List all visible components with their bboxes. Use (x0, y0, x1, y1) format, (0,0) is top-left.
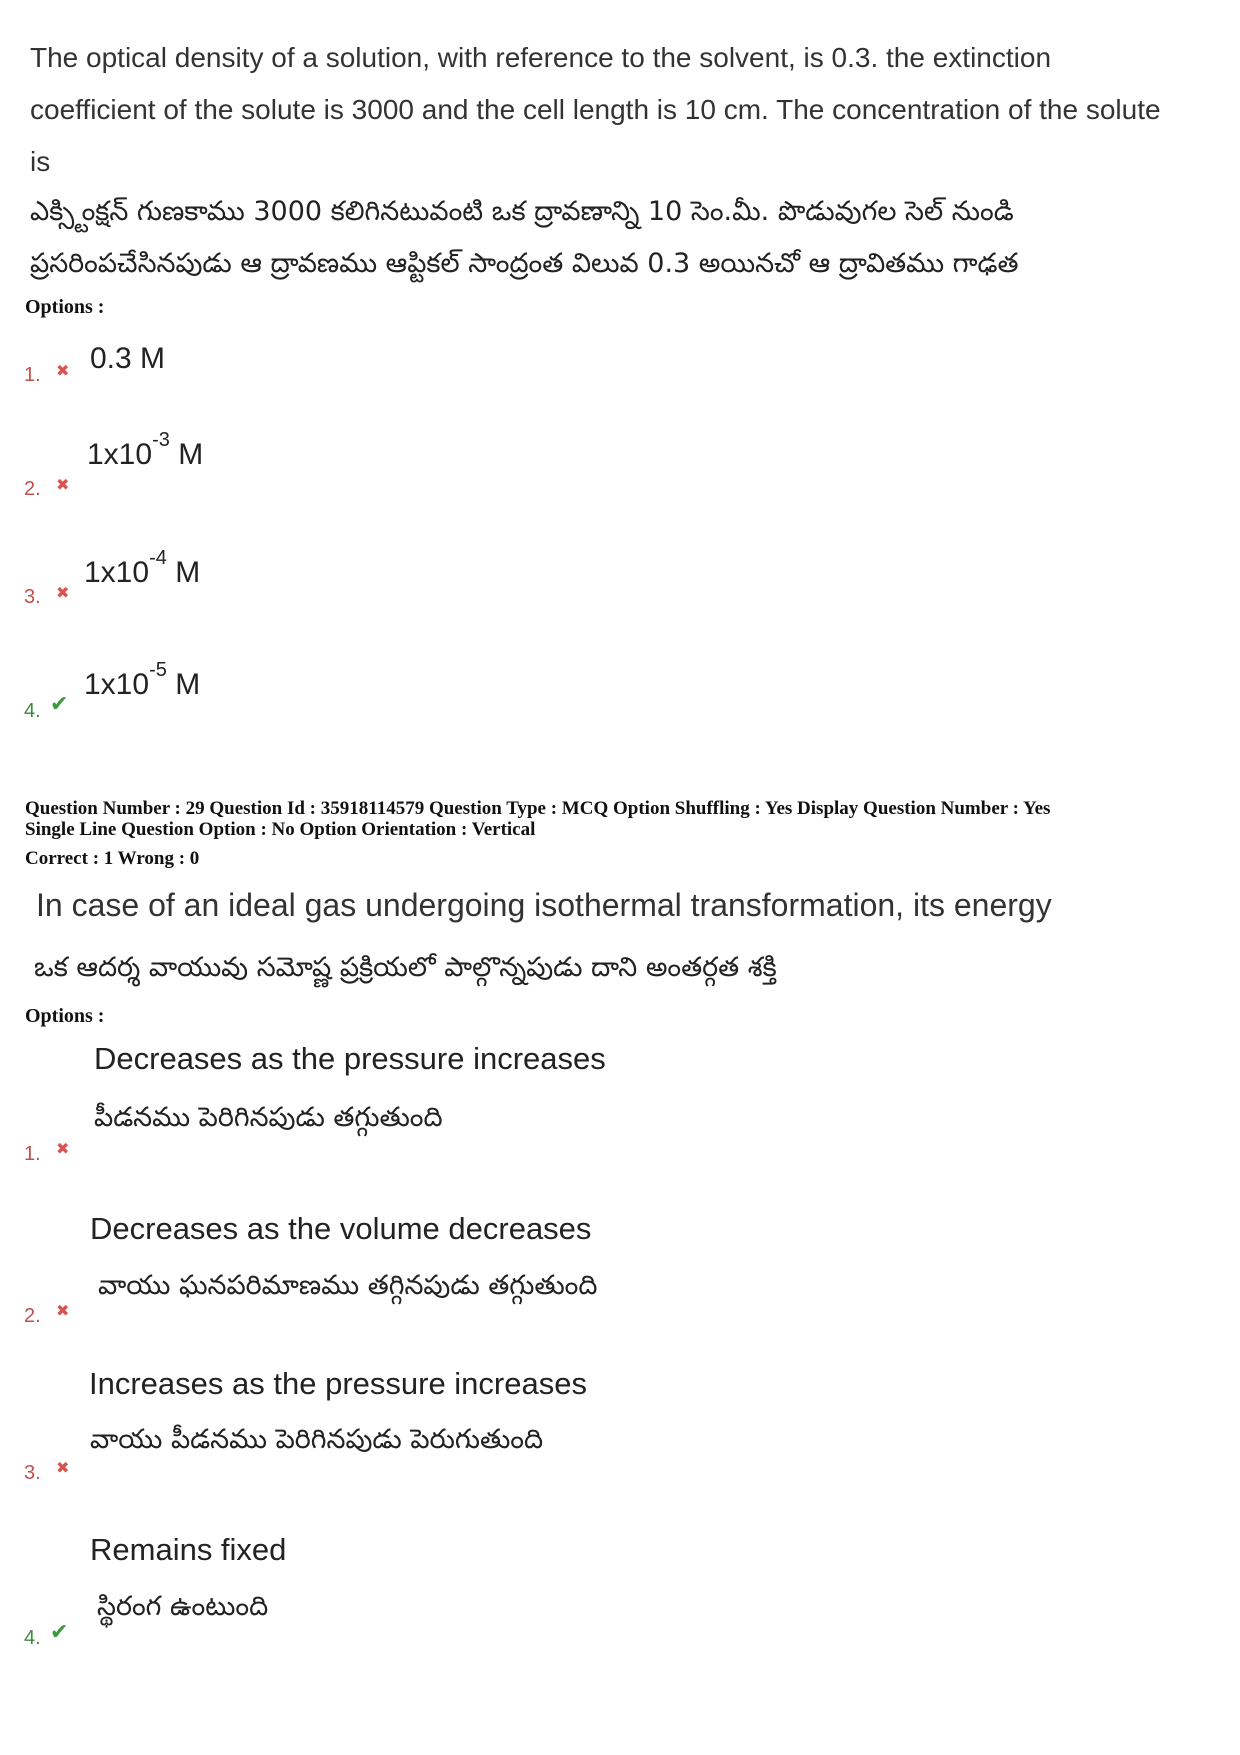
option-text (87, 429, 204, 472)
option-base: 1x10 (84, 556, 150, 589)
option-unit: M (175, 556, 201, 589)
option-exponent: -5 (149, 659, 167, 681)
option-text: Decreases as the volume decreases (90, 1211, 592, 1246)
q29-meta-line2: Single Line Question Option : No Option Orientation : Vertical (25, 819, 536, 840)
option-text: Remains fixed (90, 1532, 287, 1567)
option-exponent: -4 (149, 547, 167, 569)
q29-question-text: In case of an ideal gas undergoing isothermal transformation, its energy (36, 887, 1052, 923)
q28-question-telugu-line1: ఎక్స్టింక్షన్ గుణకాము 3000 కలిగినటువంటి ఒక ద్రావణాన్ని 10 సెం.మీ. పొడువుగల సెల్ నుండి (30, 196, 1014, 227)
option-number: 2. (24, 478, 41, 500)
option-text: Increases as the pressure increases (89, 1366, 587, 1401)
option-unit: M (178, 438, 204, 471)
cross-icon: ✖ (56, 475, 70, 494)
q28-question-telugu-line2: ప్రసరింపచేసినపుడు ఆ ద్రావణము ఆప్టికల్ సాంద్రంత విలువ 0.3 అయినచో ఆ ద్రావితము గాఢత (30, 248, 1019, 279)
check-icon: ✔ (50, 1620, 69, 1645)
option-text: 0.3 M (90, 342, 166, 375)
option-unit: M (175, 668, 201, 701)
q28-options-label: Options : (25, 296, 105, 318)
option-number: 4. (24, 700, 41, 722)
option-number: 3. (24, 1462, 41, 1484)
q29-options-label: Options : (25, 1005, 105, 1027)
option-text (84, 659, 201, 702)
q29-meta-line1: Question Number : 29 Question Id : 35918114579 Question Type : MCQ Option Shuffling : Yes Display Question Number : Yes (25, 798, 1051, 819)
cross-icon: ✖ (56, 1458, 70, 1477)
cross-icon: ✖ (56, 1139, 70, 1158)
option-text-telugu: వాయు పీడనము పెరిగినపుడు పెరుగుతుంది (90, 1424, 544, 1455)
cross-icon: ✖ (56, 583, 70, 602)
cross-icon: ✖ (56, 361, 70, 380)
option-text-telugu: వాయు ఘనపరిమాణము తగ్గినపుడు తగ్గుతుంది (98, 1270, 598, 1301)
option-number: 1. (24, 364, 41, 386)
option-base: 1x10 (84, 668, 150, 701)
q28-question-text: The optical density of a solution, with reference to the solvent, is 0.3. the extinction coefficient of the solute is 3000 and the cell length is 10 cm. The concentration of the solute is (30, 42, 1161, 177)
option-number: 1. (24, 1143, 41, 1165)
option-base: 1x10 (87, 438, 153, 471)
option-exponent: -3 (152, 429, 170, 451)
q29-question-telugu: ఒక ఆదర్శ వాయువు సమోష్ణ ప్రక్రియలో పాల్గొన్నపుడు దాని అంతర్గత శక్తి (34, 952, 777, 983)
check-icon: ✔ (50, 692, 69, 717)
q29-marks: Correct : 1 Wrong : 0 (25, 848, 200, 869)
option-text: Decreases as the pressure increases (94, 1041, 606, 1076)
option-number: 2. (24, 1305, 41, 1327)
option-text-telugu: స్థిరంగ ఉంటుంది (97, 1591, 269, 1622)
option-number: 3. (24, 586, 41, 608)
option-number: 4. (24, 1627, 41, 1649)
cross-icon: ✖ (56, 1301, 70, 1320)
option-text-telugu: పీడనము పెరిగినపుడు తగ్గుతుంది (94, 1102, 443, 1133)
option-text (84, 547, 201, 590)
